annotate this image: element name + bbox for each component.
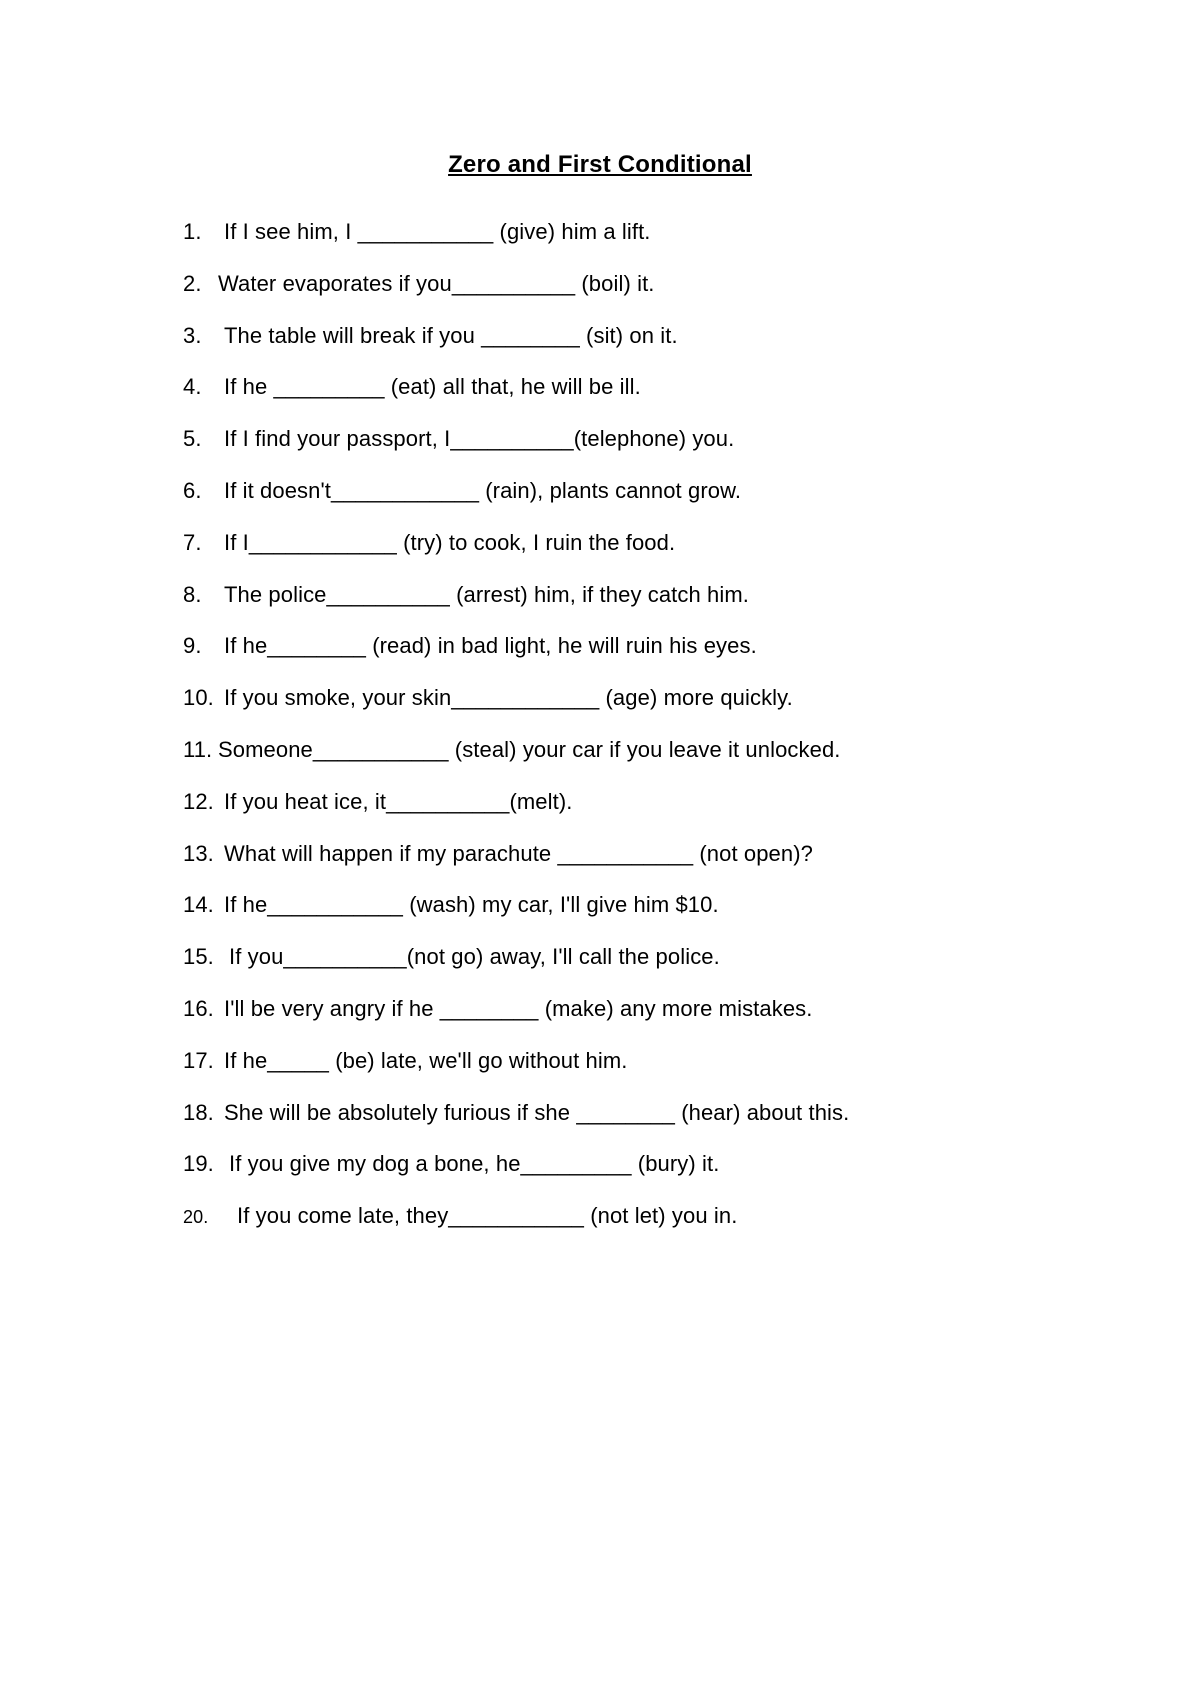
item-number: 11. [183, 736, 213, 762]
item-number: 1. [183, 219, 202, 244]
list-item [183, 269, 1083, 321]
item-number: 19. [183, 1151, 214, 1177]
item-text: If you heat ice, it__________(melt). [224, 788, 573, 814]
list-item [183, 476, 1083, 528]
list-item [183, 942, 1083, 994]
item-number: 9. [183, 633, 202, 659]
item-text: Someone___________ (steal) your car if you leave it unlocked. [218, 736, 841, 762]
item-number: 6. [183, 477, 202, 503]
item-number: 18. [183, 1099, 214, 1125]
page-title: Zero and First Conditional [448, 151, 752, 178]
item-number: 13. [183, 840, 214, 866]
list-item [183, 580, 1083, 632]
item-text: If it doesn't____________ (rain), plants cannot grow. [224, 477, 742, 503]
item-text: If I____________ (try) to cook, I ruin the food. [224, 529, 676, 555]
exercise-list [183, 217, 1083, 1253]
list-item [183, 217, 1083, 269]
item-number: 17. [183, 1047, 214, 1073]
item-number: 7. [183, 529, 202, 555]
item-text: I'll be very angry if he ________ (make) any more mistakes. [224, 995, 813, 1021]
list-item [183, 1098, 1083, 1150]
list-item [183, 424, 1083, 476]
item-text: What will happen if my parachute ___________ (not open)? [224, 840, 813, 866]
list-item [183, 787, 1083, 839]
list-item [183, 1149, 1083, 1201]
item-text: If he _________ (eat) all that, he will be ill. [224, 374, 641, 400]
list-item [183, 683, 1083, 735]
item-text: If you smoke, your skin____________ (age) more quickly. [224, 685, 793, 711]
item-text: If you give my dog a bone, he_________ (bury) it. [229, 1151, 720, 1177]
item-text: If you__________(not go) away, I'll call the police. [229, 944, 720, 970]
item-number: 2. [183, 270, 202, 296]
item-number: 4. [183, 374, 202, 400]
item-text: Water evaporates if you__________ (boil) it. [218, 270, 655, 296]
item-number: 20. [183, 1207, 209, 1228]
item-number: 8. [183, 581, 202, 607]
list-item [183, 994, 1083, 1046]
list-item [183, 1201, 1083, 1253]
list-item [183, 839, 1083, 891]
list-item [183, 631, 1083, 683]
item-number: 15. [183, 944, 214, 970]
item-text: The police__________ (arrest) him, if they catch him. [224, 581, 750, 607]
item-number: 5. [183, 426, 202, 452]
list-item [183, 1046, 1083, 1098]
item-text: If he________ (read) in bad light, he will ruin his eyes. [224, 633, 757, 659]
list-item [183, 735, 1083, 787]
item-text: If you come late, they___________ (not let) you in. [237, 1203, 738, 1229]
item-text: If I find your passport, I__________(telephone) you. [224, 426, 735, 452]
list-item [183, 528, 1083, 580]
item-text: If I see him, I ___________ (give) him a lift. [224, 219, 651, 244]
item-number: 14. [183, 892, 214, 918]
list-item [183, 372, 1083, 424]
item-number: 3. [183, 322, 202, 348]
list-item [183, 890, 1083, 942]
item-number: 10. [183, 685, 214, 711]
item-text: She will be absolutely furious if she ________ (hear) about this. [224, 1099, 850, 1125]
list-item [183, 321, 1083, 373]
item-text: If he___________ (wash) my car, I'll give him $10. [224, 892, 719, 918]
item-text: The table will break if you ________ (sit) on it. [224, 322, 678, 348]
item-text: If he_____ (be) late, we'll go without him. [224, 1047, 628, 1073]
item-number: 16. [183, 995, 214, 1021]
item-number: 12. [183, 788, 214, 814]
